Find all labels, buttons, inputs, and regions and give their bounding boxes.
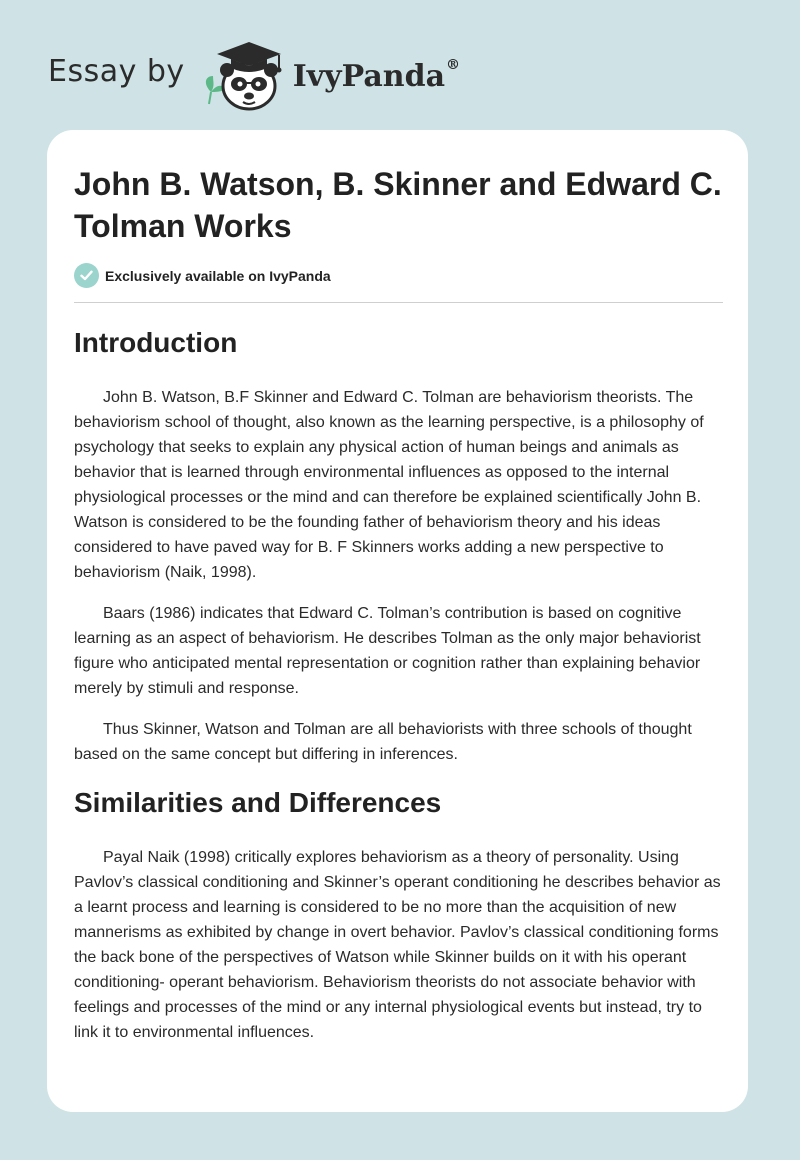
check-circle-icon — [74, 263, 99, 288]
paragraph: Thus Skinner, Watson and Tolman are all behaviorists with three schools of thought based on the same concept but differing in inferences. — [74, 721, 692, 763]
site-header — [48, 34, 460, 114]
exclusive-label: Exclusively available on IvyPanda — [105, 267, 331, 284]
paragraph: Baars (1986) indicates that Edward C. Tolman’s contribution is based on cognitive learning as an aspect of behaviorism. He describes Tolman as the only major behaviorist figure who anticipated mental representation or cognition rather than explaining behavior merely by stimuli and response. — [74, 605, 701, 697]
paragraph: John B. Watson, B.F Skinner and Edward C. Tolman are behaviorism theorists. The behaviorism school of thought, also known as the learning perspective, is a philosophy of psychology that seeks to explain any physical action of human beings and animals as behavior that is learned through environmental influences as opposed to the internal physiological processes or the mind and can therefore be explained scientifically John B. Watson is considered to be the founding father of behaviorism theory and his ideas considered to have paved way for B. F Skinners works adding a new perspective to behaviorism (Naik, 1998). — [74, 389, 704, 581]
panda-graduate-icon[interactable] — [199, 34, 291, 114]
paragraph: Payal Naik (1998) critically explores behaviorism as a theory of personality. Using Pavlov’s classical conditioning and Skinner’s operant conditioning he describes behavior as a learnt process and learning is considered to be no more than the acquisition of new mannerisms as exhibited by change in overt behavior. Pavlov’s classical conditioning forms the back bone of the perspectives of Watson while Skinner builds on it with his operant conditioning- operant behaviorism. Behaviorism theorists do not associate behavior with feelings and processes of the mind or any internal physiological events but instead, try to link it to environmental influences. — [74, 849, 721, 1041]
essay-by-label: Essay by — [48, 53, 185, 89]
divider — [74, 302, 723, 303]
page-title: John B. Watson, B. Skinner and Edward C. Tolman Works — [74, 166, 722, 244]
essay-card — [47, 130, 748, 1112]
section-heading-introduction: Introduction — [74, 327, 238, 358]
brand-name[interactable]: IvyPanda® — [292, 56, 461, 94]
exclusive-badge — [74, 263, 331, 288]
section-heading-similarities: Similarities and Differences — [74, 787, 442, 818]
registered-mark: ® — [446, 56, 461, 73]
